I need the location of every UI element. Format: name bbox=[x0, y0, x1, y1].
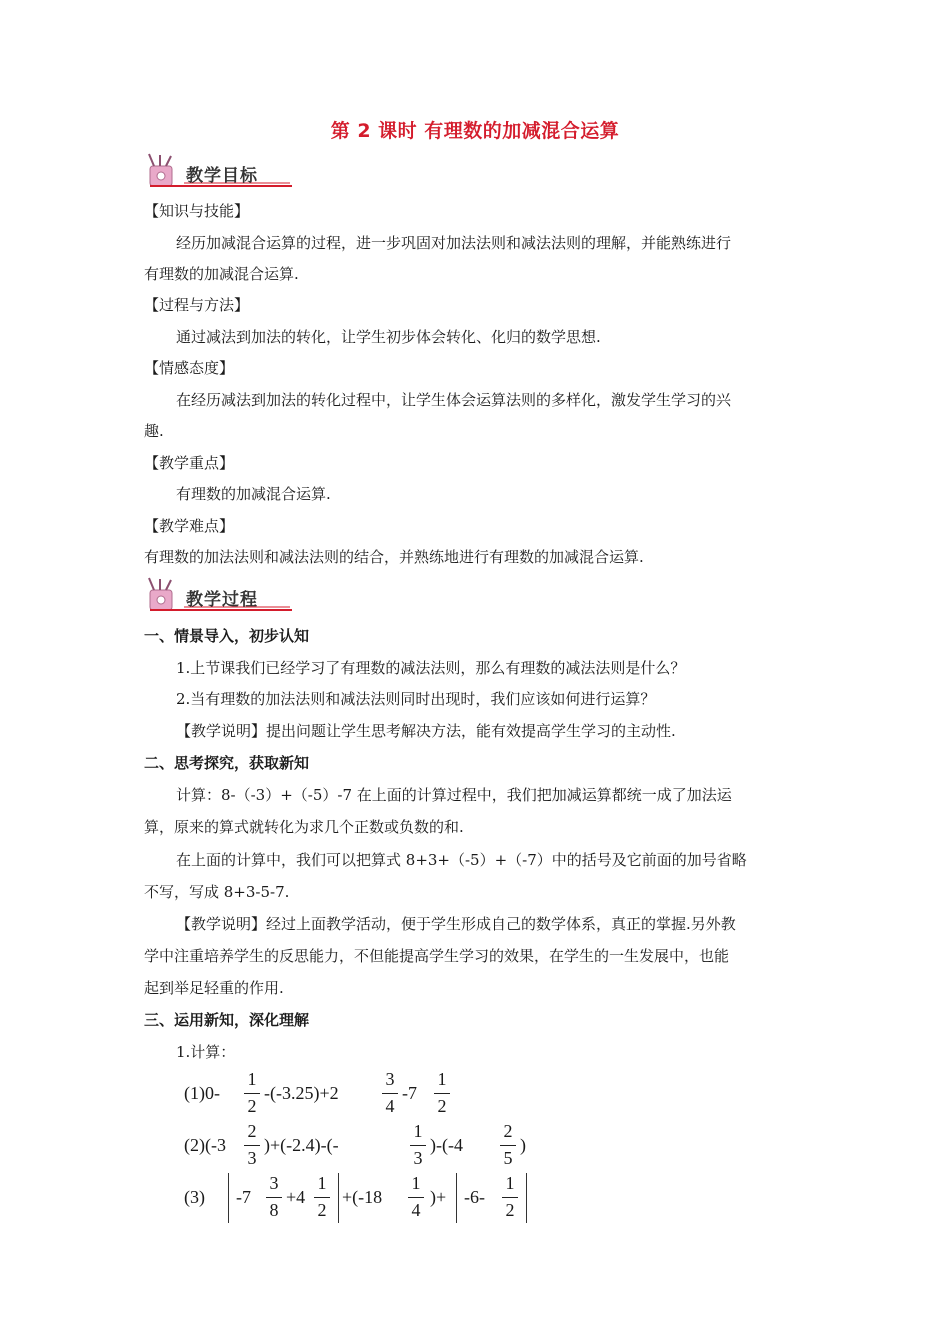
exercise-3 bbox=[184, 1172, 544, 1224]
paragraph-line: 在经历减法到加法的转化过程中，让学生体会运算法则的多样化，激发学生学习的兴 bbox=[176, 391, 732, 409]
fraction bbox=[406, 1172, 426, 1222]
page-title: 第 2 课时 有理数的加减混合运算 bbox=[330, 120, 620, 142]
denominator: 8 bbox=[269, 1200, 279, 1220]
denominator: 2 bbox=[247, 1096, 257, 1116]
process-banner bbox=[144, 576, 294, 616]
numerator: 1 bbox=[505, 1173, 515, 1193]
expr-text: ) bbox=[520, 1135, 526, 1155]
absolute-bar bbox=[456, 1173, 457, 1223]
numerator: 2 bbox=[503, 1121, 513, 1141]
section-heading: 三、运用新知，深化理解 bbox=[144, 1011, 310, 1029]
denominator: 2 bbox=[317, 1200, 327, 1220]
fraction bbox=[408, 1120, 428, 1170]
fraction bbox=[242, 1120, 262, 1170]
denominator: 4 bbox=[385, 1096, 395, 1116]
banner-label: 教学过程 bbox=[186, 590, 258, 610]
denominator: 2 bbox=[437, 1096, 447, 1116]
numerator: 1 bbox=[413, 1121, 423, 1141]
paragraph-line: 起到举足轻重的作用. bbox=[144, 979, 284, 997]
numerator: 1 bbox=[437, 1069, 447, 1089]
denominator: 3 bbox=[247, 1148, 257, 1168]
paragraph-line: 算，原来的算式就转化为求几个正数或负数的和. bbox=[144, 818, 464, 836]
fraction-bar bbox=[244, 1145, 260, 1146]
expr-text: )-(-4 bbox=[430, 1135, 463, 1155]
paragraph-line: 2.当有理数的加法法则和减法法则同时出现时，我们应该如何进行运算？ bbox=[176, 690, 656, 708]
expr-text: -(-3.25)+2 bbox=[264, 1083, 339, 1103]
expr-text: (1)0- bbox=[184, 1083, 220, 1103]
attitude-heading: 【情感态度】 bbox=[144, 359, 235, 377]
fraction-bar bbox=[382, 1093, 398, 1094]
numerator: 1 bbox=[247, 1069, 257, 1089]
absolute-bar bbox=[228, 1173, 229, 1223]
fraction bbox=[432, 1068, 452, 1118]
fraction bbox=[264, 1172, 284, 1222]
fraction-bar bbox=[500, 1145, 516, 1146]
fraction-bar bbox=[410, 1145, 426, 1146]
denominator: 2 bbox=[505, 1200, 515, 1220]
denominator: 4 bbox=[411, 1200, 421, 1220]
expr-text: )+(-2.4)-(- bbox=[264, 1135, 339, 1155]
numerator: 1 bbox=[317, 1173, 327, 1193]
absolute-bar bbox=[338, 1173, 339, 1223]
teaching-note: 【教学说明】提出问题让学生思考解决方法，能有效提高学生学习的主动性. bbox=[176, 722, 676, 740]
paragraph-line: 有理数的加减混合运算. bbox=[144, 265, 299, 283]
fraction-bar bbox=[244, 1093, 260, 1094]
fraction-bar bbox=[502, 1197, 518, 1198]
fraction bbox=[500, 1172, 520, 1222]
fraction bbox=[242, 1068, 262, 1118]
paragraph-line: 1.上节课我们已经学习了有理数的减法法则，那么有理数的减法法则是什么？ bbox=[176, 659, 686, 677]
section-heading: 二、思考探究，获取新知 bbox=[144, 754, 310, 772]
section-heading: 一、情景导入，初步认知 bbox=[144, 627, 310, 645]
fraction-bar bbox=[314, 1197, 330, 1198]
expr-text: +4 bbox=[286, 1187, 306, 1207]
paragraph-line: 趣. bbox=[144, 422, 164, 440]
paragraph-line: 学中注重培养学生的反思能力，不但能提高学生学习的效果，在学生的一生发展中，也能 bbox=[144, 947, 730, 965]
exercise-2 bbox=[184, 1120, 544, 1172]
paragraph-line: 不写，写成 8+3-5-7. bbox=[144, 883, 290, 901]
denominator: 5 bbox=[503, 1148, 513, 1168]
method-heading: 【过程与方法】 bbox=[144, 296, 250, 314]
difficulty-heading: 【教学难点】 bbox=[144, 517, 235, 535]
goals-banner bbox=[144, 152, 294, 192]
paragraph-line: 有理数的加减混合运算. bbox=[176, 485, 331, 503]
expr-text: )+ bbox=[430, 1187, 447, 1207]
paragraph-line: 经历加减混合运算的过程，进一步巩固对加法法则和减法法则的理解，并能熟练进行 bbox=[176, 234, 732, 252]
exercise-1 bbox=[184, 1068, 484, 1120]
paragraph-line: 在上面的计算中，我们可以把算式 8+3+（-5）+（-7）中的括号及它前面的加号省略 bbox=[176, 851, 747, 869]
fraction bbox=[498, 1120, 518, 1170]
fraction-bar bbox=[434, 1093, 450, 1094]
paragraph-line: 1.计算： bbox=[176, 1043, 236, 1061]
banner-label: 教学目标 bbox=[186, 166, 258, 186]
expr-text: (3) bbox=[184, 1187, 205, 1207]
numerator: 3 bbox=[385, 1069, 395, 1089]
expr-text: -7 bbox=[402, 1083, 417, 1103]
numerator: 1 bbox=[411, 1173, 421, 1193]
numerator: 2 bbox=[247, 1121, 257, 1141]
fraction bbox=[312, 1172, 332, 1222]
expr-text: (2)(-3 bbox=[184, 1135, 226, 1155]
teaching-note: 【教学说明】经过上面教学活动，便于学生形成自己的数学体系，真正的掌握.另外教 bbox=[176, 915, 736, 933]
expr-text: +(-18 bbox=[342, 1187, 383, 1207]
paragraph-line: 通过减法到加法的转化，让学生初步体会转化、化归的数学思想. bbox=[176, 328, 601, 346]
knowledge-heading: 【知识与技能】 bbox=[144, 202, 250, 220]
key-point-heading: 【教学重点】 bbox=[144, 454, 235, 472]
denominator: 3 bbox=[413, 1148, 423, 1168]
numerator: 3 bbox=[269, 1173, 279, 1193]
fraction-bar bbox=[408, 1197, 424, 1198]
paragraph-line: 有理数的加法法则和减法法则的结合，并熟练地进行有理数的加减混合运算. bbox=[144, 548, 644, 566]
fraction bbox=[380, 1068, 400, 1118]
fraction-bar bbox=[266, 1197, 282, 1198]
paragraph-line: 计算：8-（-3）+（-5）-7 在上面的计算过程中，我们把加减运算都统一成了加法运 bbox=[176, 786, 732, 804]
expr-text: -7 bbox=[236, 1187, 251, 1207]
expr-text: -6- bbox=[464, 1187, 485, 1207]
absolute-bar bbox=[526, 1173, 527, 1223]
